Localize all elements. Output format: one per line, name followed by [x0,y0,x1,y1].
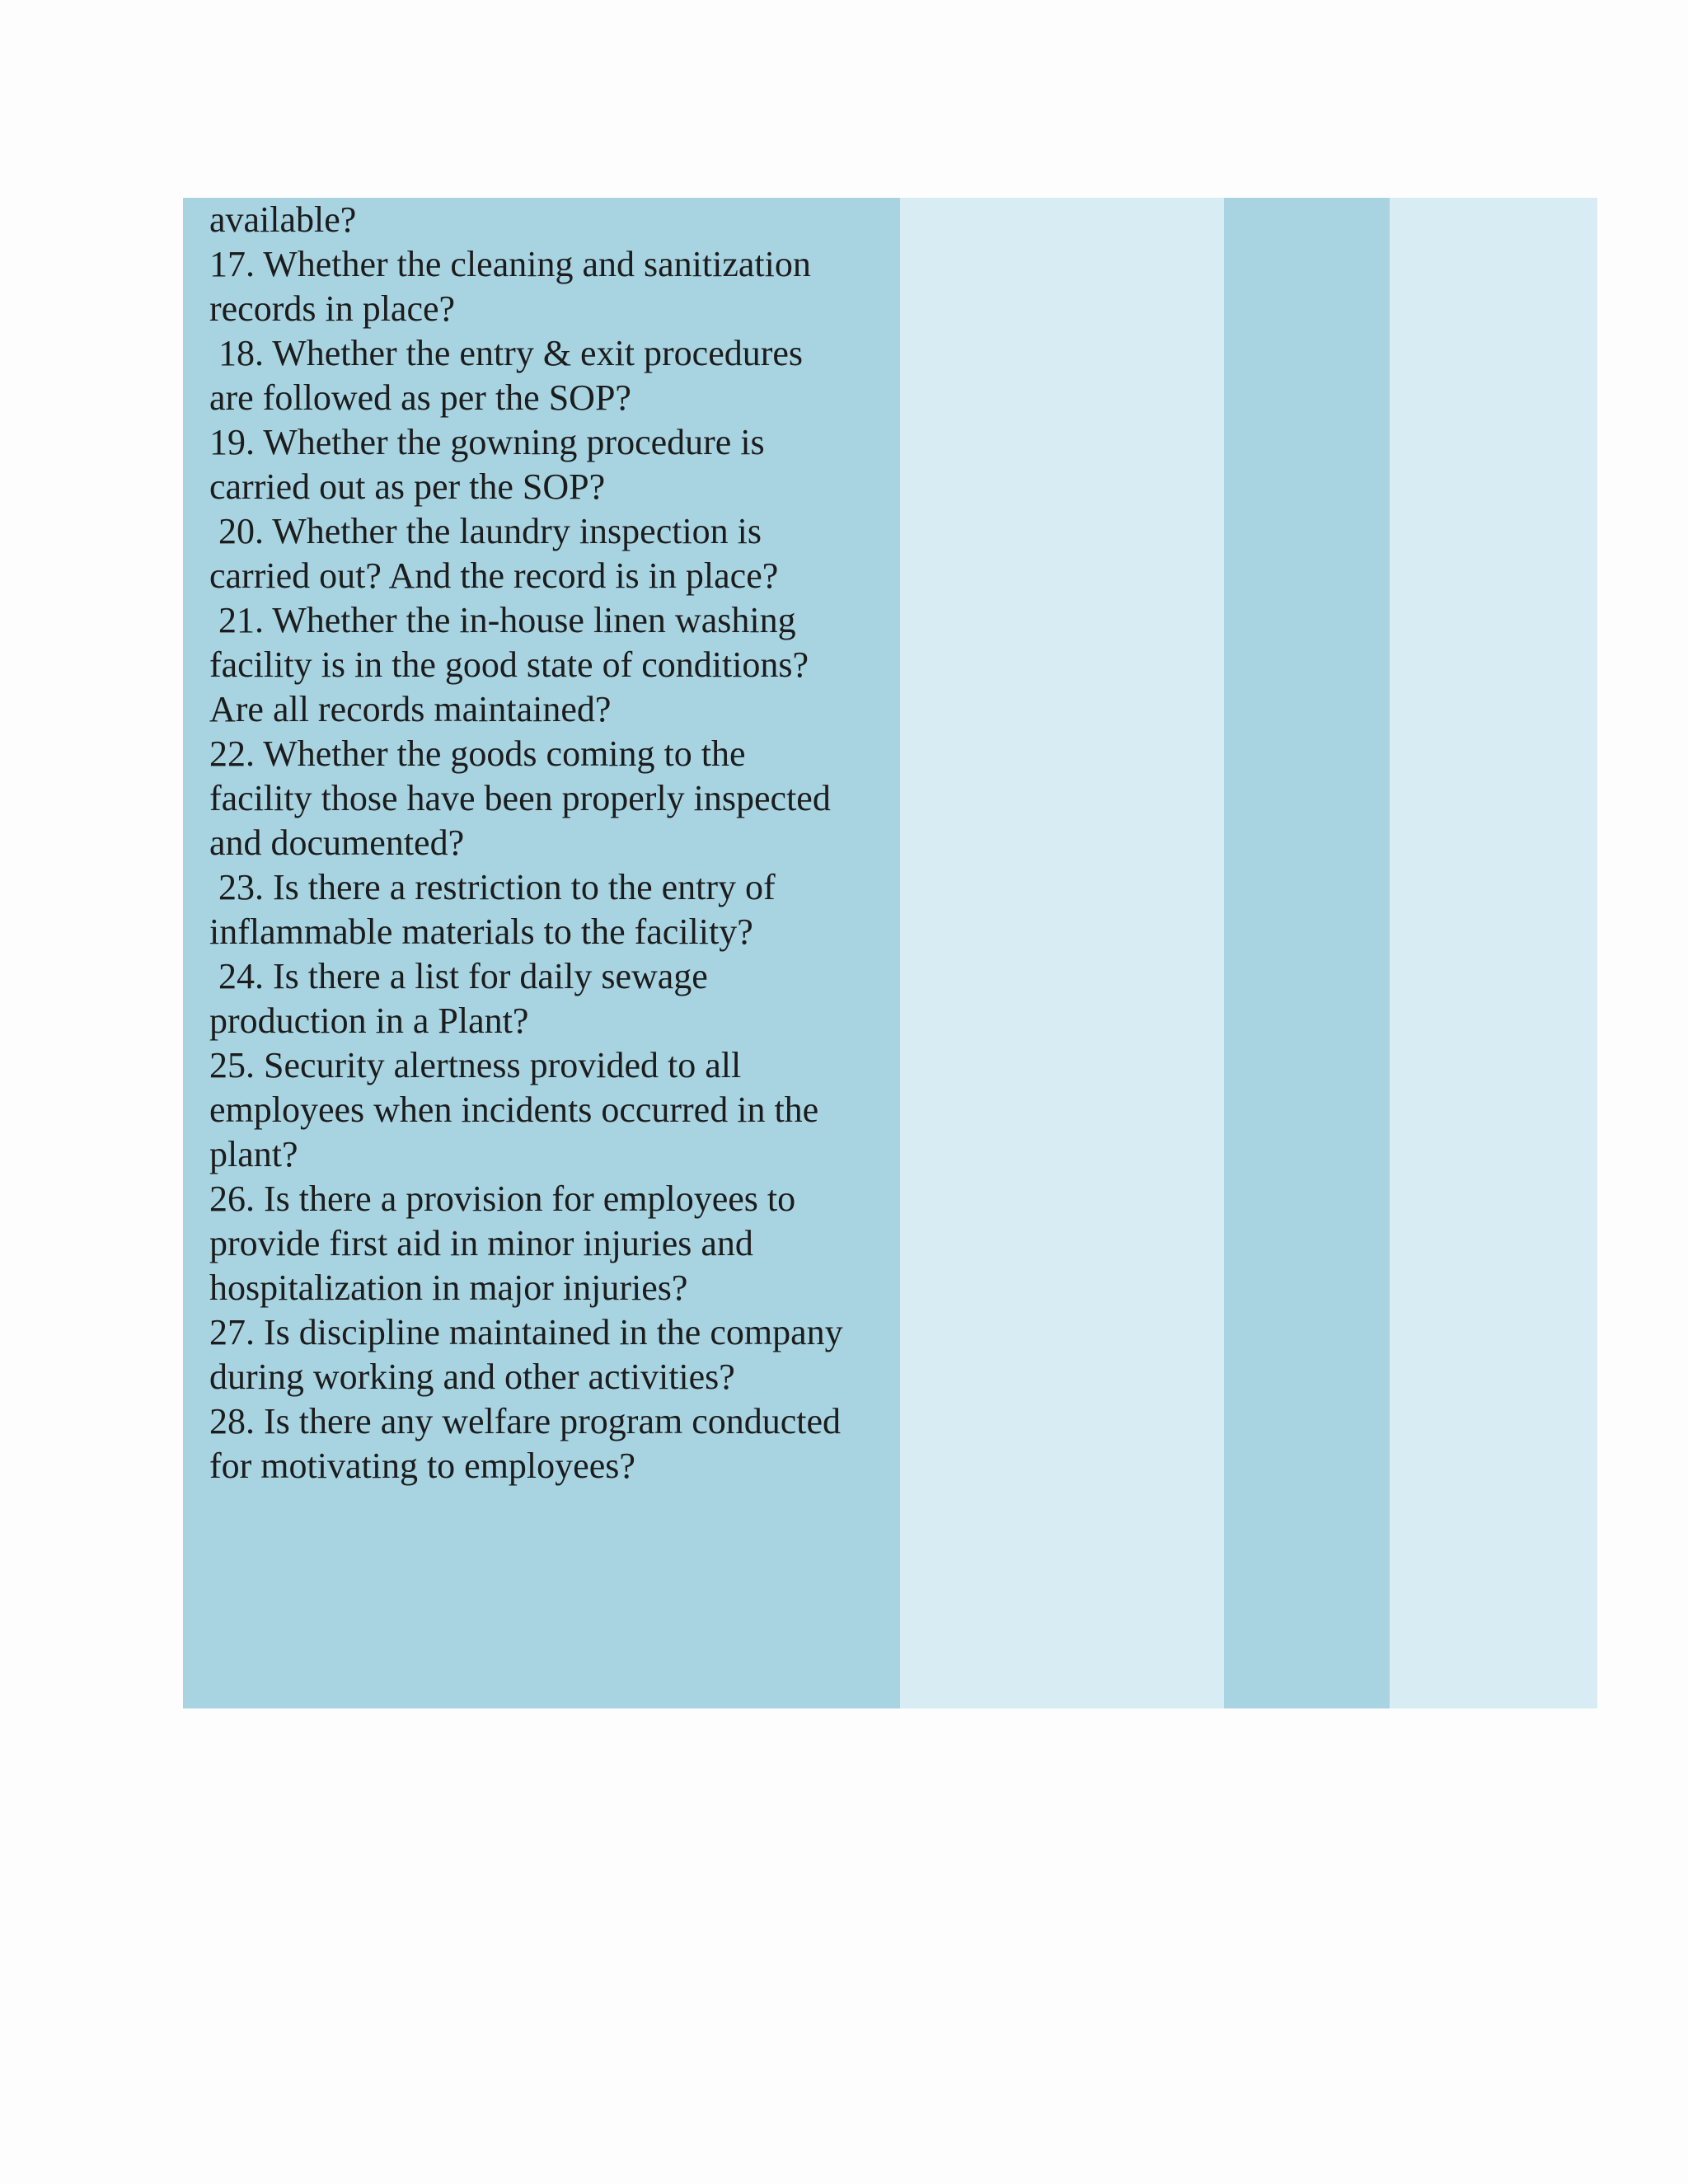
question-line: Are all records maintained? [209,689,612,729]
question-line: facility those have been properly inspected [209,778,831,818]
question-line: available? [209,199,357,240]
question-line: carried out as per the SOP? [209,466,606,507]
question-line: 28. Is there any welfare program conducted [209,1401,842,1441]
question-line: 19. Whether the gowning procedure is [209,422,765,462]
question-line: hospitalization in major injuries? [209,1268,688,1308]
question-line: during working and other activities? [209,1357,735,1397]
question-line: employees when incidents occurred in the [209,1090,819,1130]
question-line: for motivating to employees? [209,1446,635,1486]
question-line: 17. Whether the cleaning and sanitization [209,244,811,284]
questions-text-block [209,198,893,1488]
question-line: provide first aid in minor injuries and [209,1223,753,1263]
empty-column-4 [1390,198,1597,1708]
empty-column-2 [900,198,1224,1708]
question-line: 24. Is there a list for daily sewage [209,956,708,996]
question-line: 18. Whether the entry & exit procedures [209,333,804,373]
question-line: 21. Whether the in-house linen washing [209,600,796,640]
empty-column-3 [1224,198,1390,1708]
question-line: 25. Security alertness provided to all [209,1045,742,1085]
question-line: production in a Plant? [209,1001,529,1041]
question-line: and documented? [209,823,465,863]
checklist-table [183,198,1597,1708]
question-line: 26. Is there a provision for employees to [209,1179,796,1219]
question-line: 22. Whether the goods coming to the [209,733,746,774]
questions-column [183,198,900,1708]
question-line: are followed as per the SOP? [209,377,631,418]
question-line: records in place? [209,288,456,329]
question-line: plant? [209,1134,298,1174]
question-line: facility is in the good state of conditions? [209,644,809,685]
question-line: carried out? And the record is in place? [209,555,779,596]
question-line: 27. Is discipline maintained in the company [209,1312,843,1352]
question-line: 23. Is there a restriction to the entry of [209,867,776,907]
question-line: 20. Whether the laundry inspection is [209,511,762,551]
question-line: inflammable materials to the facility? [209,912,753,952]
